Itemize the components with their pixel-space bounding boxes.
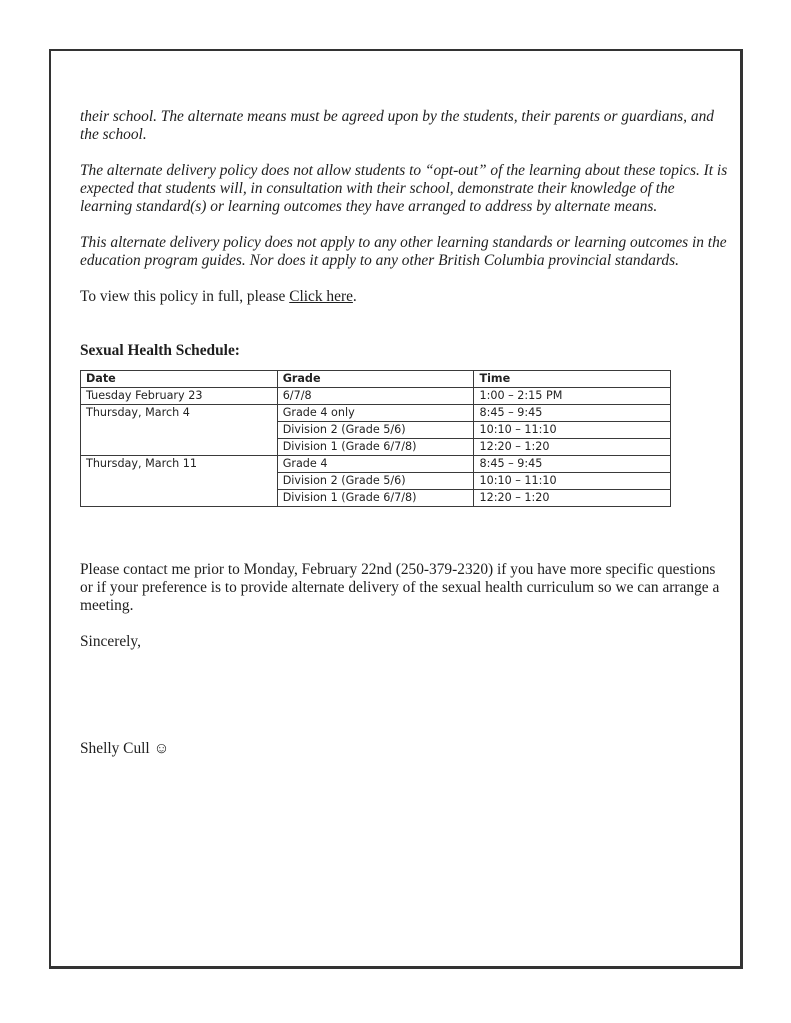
column-header-grade: Grade	[277, 371, 474, 388]
policy-paragraph-3: This alternate delivery policy does not apply to any other learning standards or learning outcomes in the education program guides. Nor does it apply to any other British Columbia provincial standards.	[80, 234, 727, 269]
time-cell: 8:45 – 9:45	[474, 456, 671, 473]
date-cell: Thursday, March 11	[81, 456, 278, 507]
grade-cell: Grade 4 only	[277, 405, 474, 422]
policy-link-suffix: .	[352, 288, 357, 305]
grade-cell: Division 2 (Grade 5/6)	[277, 473, 474, 490]
time-cell: 10:10 – 11:10	[474, 473, 671, 490]
policy-paragraph-1: their school. The alternate means must be agreed upon by the students, their parents or guardians, and the school.	[80, 108, 714, 143]
time-cell: 8:45 – 9:45	[474, 405, 671, 422]
time-cell: 12:20 – 1:20	[474, 490, 671, 507]
schedule-table	[80, 370, 671, 507]
time-cell: 10:10 – 11:10	[474, 422, 671, 439]
date-cell: Tuesday February 23	[81, 388, 278, 405]
grade-cell: Grade 4	[277, 456, 474, 473]
grade-cell: Division 2 (Grade 5/6)	[277, 422, 474, 439]
smiley-face-icon: ☺	[153, 740, 170, 757]
letter-body	[80, 108, 730, 758]
table-row	[81, 388, 671, 405]
time-cell: 1:00 – 2:15 PM	[474, 388, 671, 405]
contact-paragraph: Please contact me prior to Monday, February 22nd (250-379-2320) if you have more specific questions or if your preference is to provide alternate delivery of the sexual health curriculum so we can arrange a meeting.	[80, 561, 720, 614]
policy-paragraph-2: The alternate delivery policy does not allow students to “opt-out” of the learning about these topics. It is expected that students will, in consultation with their school, demonstrate their knowledge of the learning standard(s) or learning outcomes they have arranged to address by alternate means.	[80, 162, 728, 215]
policy-link-line	[80, 288, 730, 306]
signature-line	[80, 740, 730, 758]
signature-name: Shelly Cull	[80, 740, 150, 757]
policy-link-prefix: To view this policy in full, please	[80, 288, 290, 305]
table-row	[81, 405, 671, 422]
date-cell: Thursday, March 4	[81, 405, 278, 456]
table-header-row	[81, 371, 671, 388]
time-cell: 12:20 – 1:20	[474, 439, 671, 456]
schedule-heading: Sexual Health Schedule:	[80, 342, 240, 359]
table-row	[81, 456, 671, 473]
column-header-time: Time	[474, 371, 671, 388]
grade-cell: 6/7/8	[277, 388, 474, 405]
click-here-link[interactable]: Click here	[289, 288, 353, 305]
closing-line: Sincerely,	[80, 633, 141, 650]
column-header-date: Date	[81, 371, 278, 388]
signature-space	[80, 651, 730, 740]
grade-cell: Division 1 (Grade 6/7/8)	[277, 439, 474, 456]
grade-cell: Division 1 (Grade 6/7/8)	[277, 490, 474, 507]
